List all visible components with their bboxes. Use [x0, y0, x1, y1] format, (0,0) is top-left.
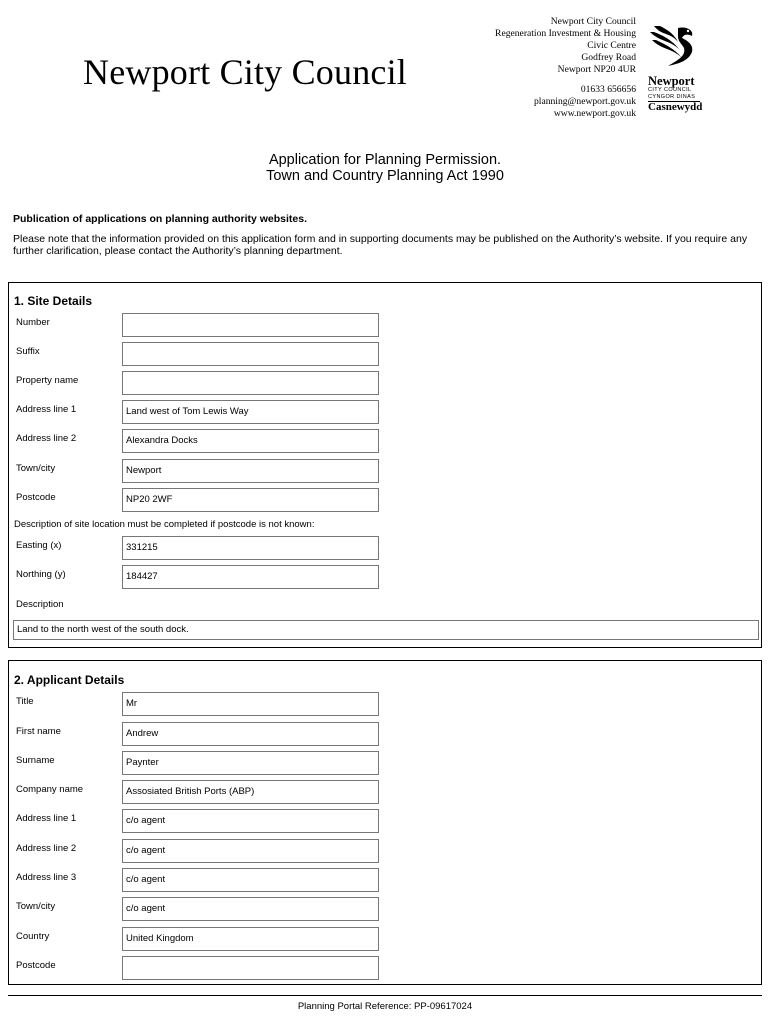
council-title: Newport City Council	[83, 52, 407, 92]
logo-name: Newport	[648, 74, 695, 88]
applicant-address-line-2-field[interactable]: c/o agent	[122, 839, 379, 863]
dragon-icon	[648, 22, 698, 68]
site-number-field[interactable]	[122, 313, 379, 337]
address-block	[495, 16, 636, 120]
site-details-section	[8, 282, 762, 648]
field-label: Number	[16, 317, 50, 328]
site-property-name-field[interactable]	[122, 371, 379, 395]
field-label: Suffix	[16, 346, 40, 357]
logo-welsh-name: Casnewydd	[648, 101, 703, 113]
applicant-company-field[interactable]: Assosiated British Ports (ABP)	[122, 780, 379, 804]
applicant-details-section	[8, 660, 762, 985]
easting-field[interactable]: 331215	[122, 536, 379, 560]
applicant-surname-field[interactable]: Paynter	[122, 751, 379, 775]
logo-subtitle: CITY COUNCIL	[648, 87, 692, 93]
field-label: Country	[16, 931, 50, 942]
applicant-first-name-field[interactable]: Andrew	[122, 722, 379, 746]
field-label: First name	[16, 726, 61, 737]
site-postcode-field[interactable]: NP20 2WF	[122, 488, 379, 512]
phone-number: 01633 656656	[580, 84, 636, 95]
address-line: Godfrey Road	[581, 52, 636, 63]
applicant-address-line-1-field[interactable]: c/o agent	[122, 809, 379, 833]
publication-note: Please note that the information provided on this application form and in supporting documents may be published on the Authority’s website. If you require any further clarification, please contact the Authority’s planning department.	[13, 233, 748, 257]
field-label: Address line 1	[16, 404, 77, 415]
field-label: Surname	[16, 755, 55, 766]
email-address[interactable]: planning@newport.gov.uk	[533, 96, 636, 107]
applicant-town-field[interactable]: c/o agent	[122, 897, 379, 921]
publication-heading: Publication of applications on planning authority websites.	[13, 213, 308, 225]
form-title-line-1: Application for Planning Permission.	[268, 152, 502, 168]
planning-portal-reference: Planning Portal Reference: PP-09617024	[297, 1001, 473, 1012]
applicant-country-field[interactable]: United Kingdom	[122, 927, 379, 951]
field-label: Town/city	[16, 463, 56, 474]
form-title-line-2: Town and Country Planning Act 1990	[266, 168, 504, 184]
site-town-field[interactable]: Newport	[122, 459, 379, 483]
address-line: Newport NP20 4UR	[557, 64, 636, 75]
location-note: Description of site location must be completed if postcode is not known:	[14, 519, 315, 530]
field-label: Address line 3	[16, 872, 77, 883]
northing-field[interactable]: 184427	[122, 565, 379, 589]
site-suffix-field[interactable]	[122, 342, 379, 366]
site-description-field[interactable]: Land to the north west of the south dock.	[13, 620, 759, 640]
website-address[interactable]: www.newport.gov.uk	[553, 108, 636, 119]
field-label: Description	[16, 599, 64, 610]
address-line: Newport City Council	[550, 16, 636, 27]
field-label: Address line 2	[16, 843, 77, 854]
address-line: Civic Centre	[587, 40, 636, 51]
applicant-address-line-3-field[interactable]: c/o agent	[122, 868, 379, 892]
site-address-line-1-field[interactable]: Land west of Tom Lewis Way	[122, 400, 379, 424]
applicant-title-field[interactable]: Mr	[122, 692, 379, 716]
field-label: Town/city	[16, 901, 56, 912]
field-label: Title	[16, 696, 34, 707]
site-address-line-2-field[interactable]: Alexandra Docks	[122, 429, 379, 453]
footer-divider	[8, 995, 762, 996]
field-label: Company name	[16, 784, 84, 795]
newport-logo	[648, 22, 703, 118]
logo-subtitle-welsh: CYNGOR DINAS	[648, 94, 696, 100]
field-label: Postcode	[16, 960, 56, 971]
form-title	[0, 152, 770, 184]
field-label: Address line 1	[16, 813, 77, 824]
field-label: Easting (x)	[16, 540, 62, 551]
section-title: 1. Site Details	[14, 294, 93, 308]
field-label: Northing (y)	[16, 569, 66, 580]
address-line: Regeneration Investment & Housing	[495, 28, 636, 39]
field-label: Property name	[16, 375, 79, 386]
section-title: 2. Applicant Details	[14, 673, 125, 687]
applicant-postcode-field[interactable]	[122, 956, 379, 980]
field-label: Address line 2	[16, 433, 77, 444]
field-label: Postcode	[16, 492, 56, 503]
